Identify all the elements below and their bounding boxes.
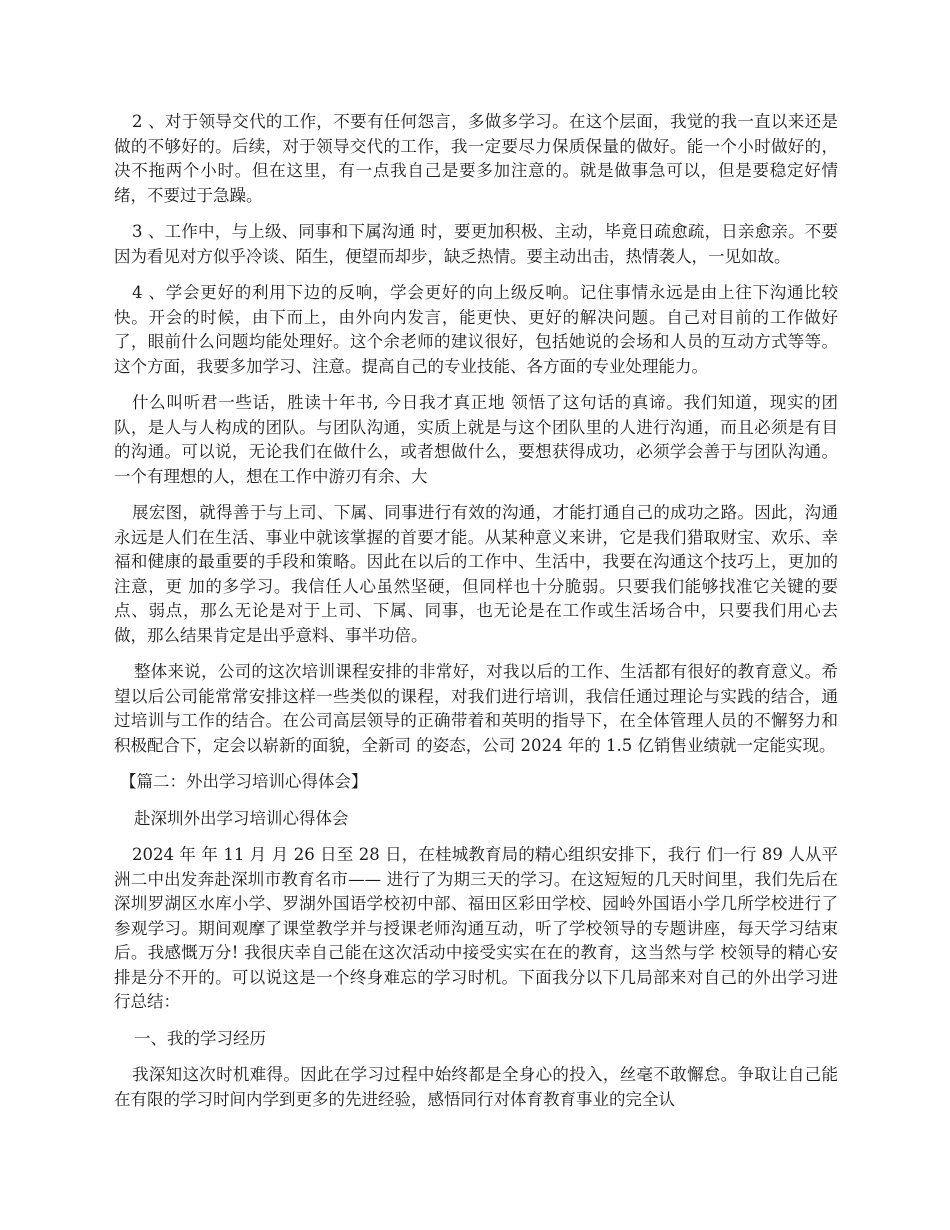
- section-subtitle: 赴深圳外出学习培训心得体会: [134, 808, 349, 828]
- paragraph-item-4: 4 、学会更好的利用下边的反响，学会更好的向上级反响。记住事情永远是由上往下沟通比较快。开会的时候，由下而上，由外向内发言，能更快、更好的解决问题。自己对目前的工作做好了，眼前什么问题均能处理好。这个余老师的建议很好，包括她说的会场和人员的互动方式等等。这个方面，我要多加学习、注意。提高自己的专业技能、各方面的专业处理能力。: [114, 283, 838, 376]
- subsection-heading: 一、我的学习经历: [134, 1028, 266, 1048]
- paragraph-item-2: 2 、对于领导交代的工作，不要有任何怨言，多做多学习。在这个层面，我觉的我一直以来还是做的不够好的。后续，对于领导交代的工作，我一定要尽力保质保量的做好。能一个小时做好的，决不拖两个小时。但在这里，有一点我自己是要多加注意的。就是做事急可以，但是要稳定好情绪，不要过于急躁。: [114, 112, 838, 205]
- paragraph-summary: 整体来说，公司的这次培训课程安排的非常好，对我以后的工作、生活都有很好的教育意义。希望以后公司能常常安排这样一些类似的课程，对我们进行培训，我信任通过理论与实践的结合，通过培训与工作的结合。在公司高层领导的正确带着和英明的指导下，在全体管理人员的不懈努力和积极配合下，定会以崭新的面貌，全新司 的姿态，公司 2024 年的 1.5 亿销售业绩就一定能实现。: [114, 662, 838, 755]
- paragraph-listen-to-advice: 什么叫听君一些话，胜读十年书, 今日我才真正地 领悟了这句话的真谛。我们知道，现实的团队，是人与人构成的团队。与团队沟通，实质上就是与这个团队里的人进行沟通，而且必须是有目的沟通。可以说，无论我们在做什么，或者想做什么，要想获得成功，必须学会善于与团队沟通。一个有理想的人，想在工作中游刃有余、大: [114, 393, 838, 486]
- paragraph-item-3: 3 、工作中，与上级、同事和下属沟通 时，要更加积极、主动，毕竟日疏愈疏，日亲愈亲。不要因为看见对方似乎冷谈、陌生，便望而却步，缺乏热情。要主动出击，热情袭人，一见如故。: [114, 222, 838, 266]
- section-heading: 【篇二：外出学习培训心得体会】: [120, 772, 368, 791]
- paragraph-communication: 展宏图，就得善于与上司、下属、同事进行有效的沟通，才能打通自己的成功之路。因此，沟通永远是人们在生活、事业中就该掌握的首要才能。从某种意义来讲，它是我们猎取财宝、欢乐、幸福和健康的最重要的手段和策略。因此在以后的工作中、生活中，我要在沟通这个技巧上，更加的注意，更 加的多学习。我信任人心虽然坚硬，但同样也十分脆弱。只要我们能够找准它关键的要点、弱点，那么无论是对于上司、下属、同事，也无论是在工作或生活场合中，只要我们用心去做，那么结果肯定是出乎意料、事半功倍。: [114, 503, 838, 645]
- paragraph-learning-experience: 我深知这次时机难得。因此在学习过程中始终都是全身心的投入，丝毫不敢懈怠。争取让自己能在有限的学习时间内学到更多的先进经验，感悟同行对体育教育事业的完全认: [114, 1065, 838, 1109]
- paragraph-shenzhen-trip: 2024 年 年 11 月 月 26 日至 28 日，在桂城教育局的精心组织安排下，我行 们一行 89 人从平洲二中出发奔赴深圳市教育名市—— 进行了为期三天的学习。在这短短的几天时间里，我们先后在深圳罗湖区水库小学、罗湖外国语学校初中部、福田区彩田学校、园岭外国语小学几所学校进行了参观学习。期间观摩了课堂教学并与授课老师沟通互动，听了学校领导的专题讲座，每天学习结束后。我感慨万分! 我很庆幸自己能在这次活动中接受实实在在的教育，这当然与学 校领导的精心安排是分不开的。可以说这是一个终身难忘的学习时机。下面我分以下几局部来对自己的外出学习进行总结：: [114, 845, 838, 1011]
- document-page: [114, 110, 838, 1124]
